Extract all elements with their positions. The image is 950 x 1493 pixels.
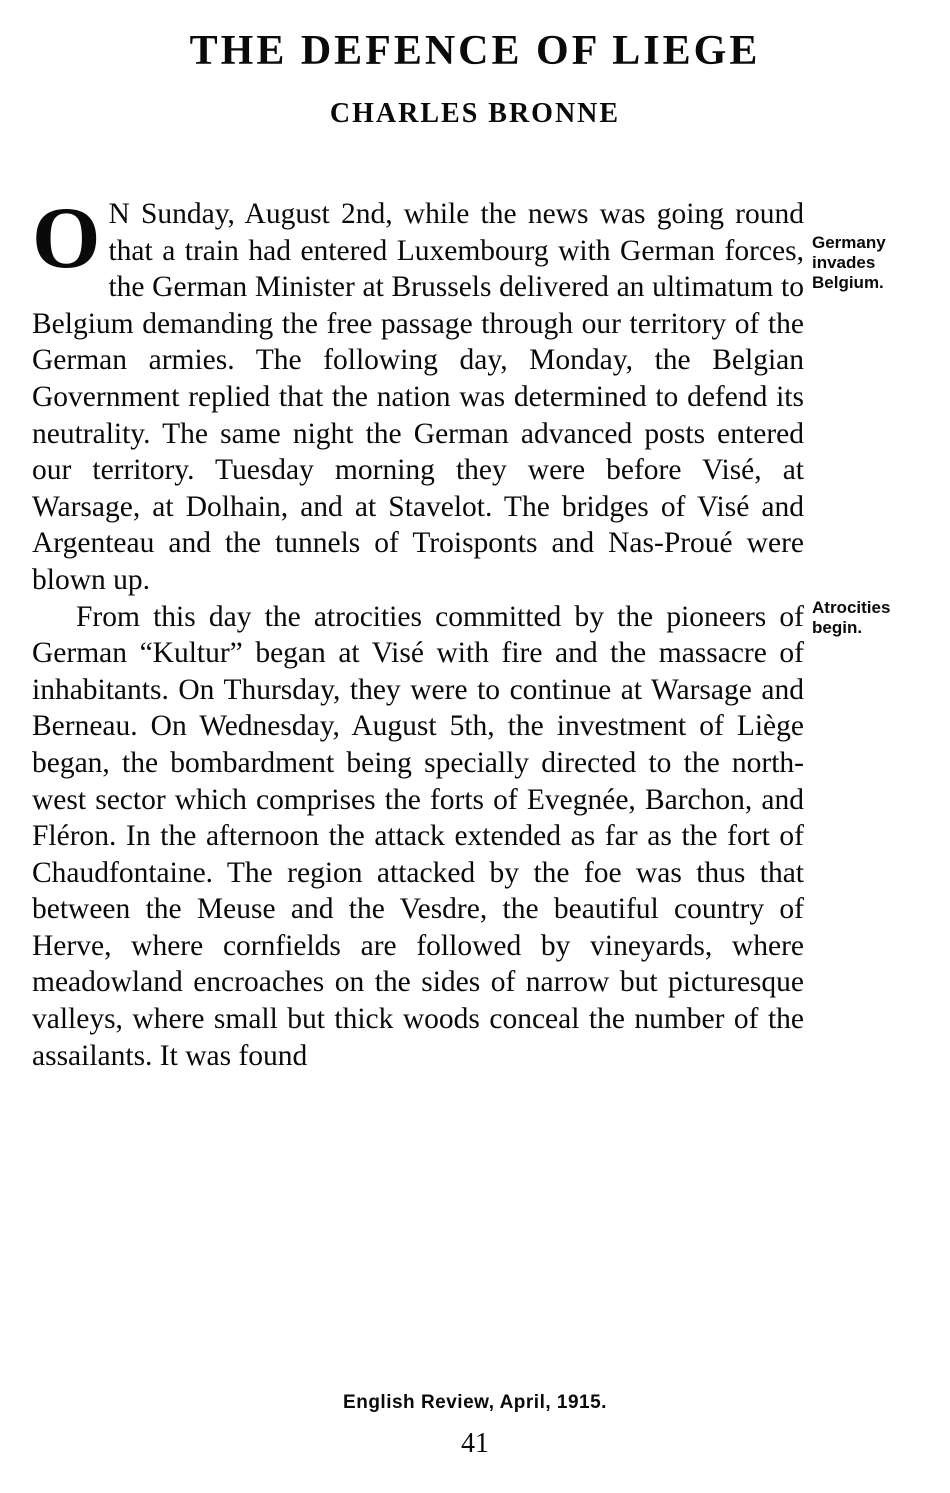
- drop-cap: O: [32, 190, 101, 287]
- author-byline: CHARLES BRONNE: [329, 98, 621, 130]
- page-number: 41: [461, 1428, 489, 1459]
- source-citation: English Review, April, 1915.: [343, 1392, 607, 1413]
- page-title: THE DEFENCE OF LIEGE: [189, 28, 761, 74]
- document-page: [0, 28, 950, 1493]
- margin-note-atrocities-begin: Atrocities begin.: [812, 598, 891, 637]
- paragraph-2: From this day the atrocities committed by the pioneers of German “Kultur” began at Visé with fire and the massacre of inhabitants. On Thursday, they were to continue at Warsage and Berneau. On Wednesday, August 5th, the investment of Liège began, the bombardment being specially directed to the north-west sector which comprises the forts of Evegnée, Barchon, and Fléron. In the afternoon the attack extended as far as the fort of Chaudfontaine. The region attacked by the foe was thus that between the Meuse and the Vesdre, the beautiful country of Herve, where cornfields are followed by vineyards, where meadowland encroaches on the sides of narrow but picturesque valleys, where small but thick woods conceal the number of the assailants. It was found: [32, 600, 804, 1072]
- paragraph-1-text: N Sunday, August 2nd, while the news was going round that a train had entered Luxembourg with German forces, the German Minister at Brussels delivered an ultimatum to Belgium demanding the free passage through our territory of the German armies. The following day, Monday, the Belgian Government replied that the nation was determined to defend its neutrality. The same night the German advanced posts entered our territory. Tuesday morning they were before Visé, at Warsage, at Dolhain, and at Stavelot. The bridges of Visé and Argenteau and the tunnels of Troisponts and Nas-Proué were blown up.: [32, 198, 804, 596]
- paragraph-1: [32, 190, 804, 599]
- margin-note-germany-invades-belgium: Germany invades Belgium.: [812, 233, 886, 292]
- body-column: [32, 190, 804, 1074]
